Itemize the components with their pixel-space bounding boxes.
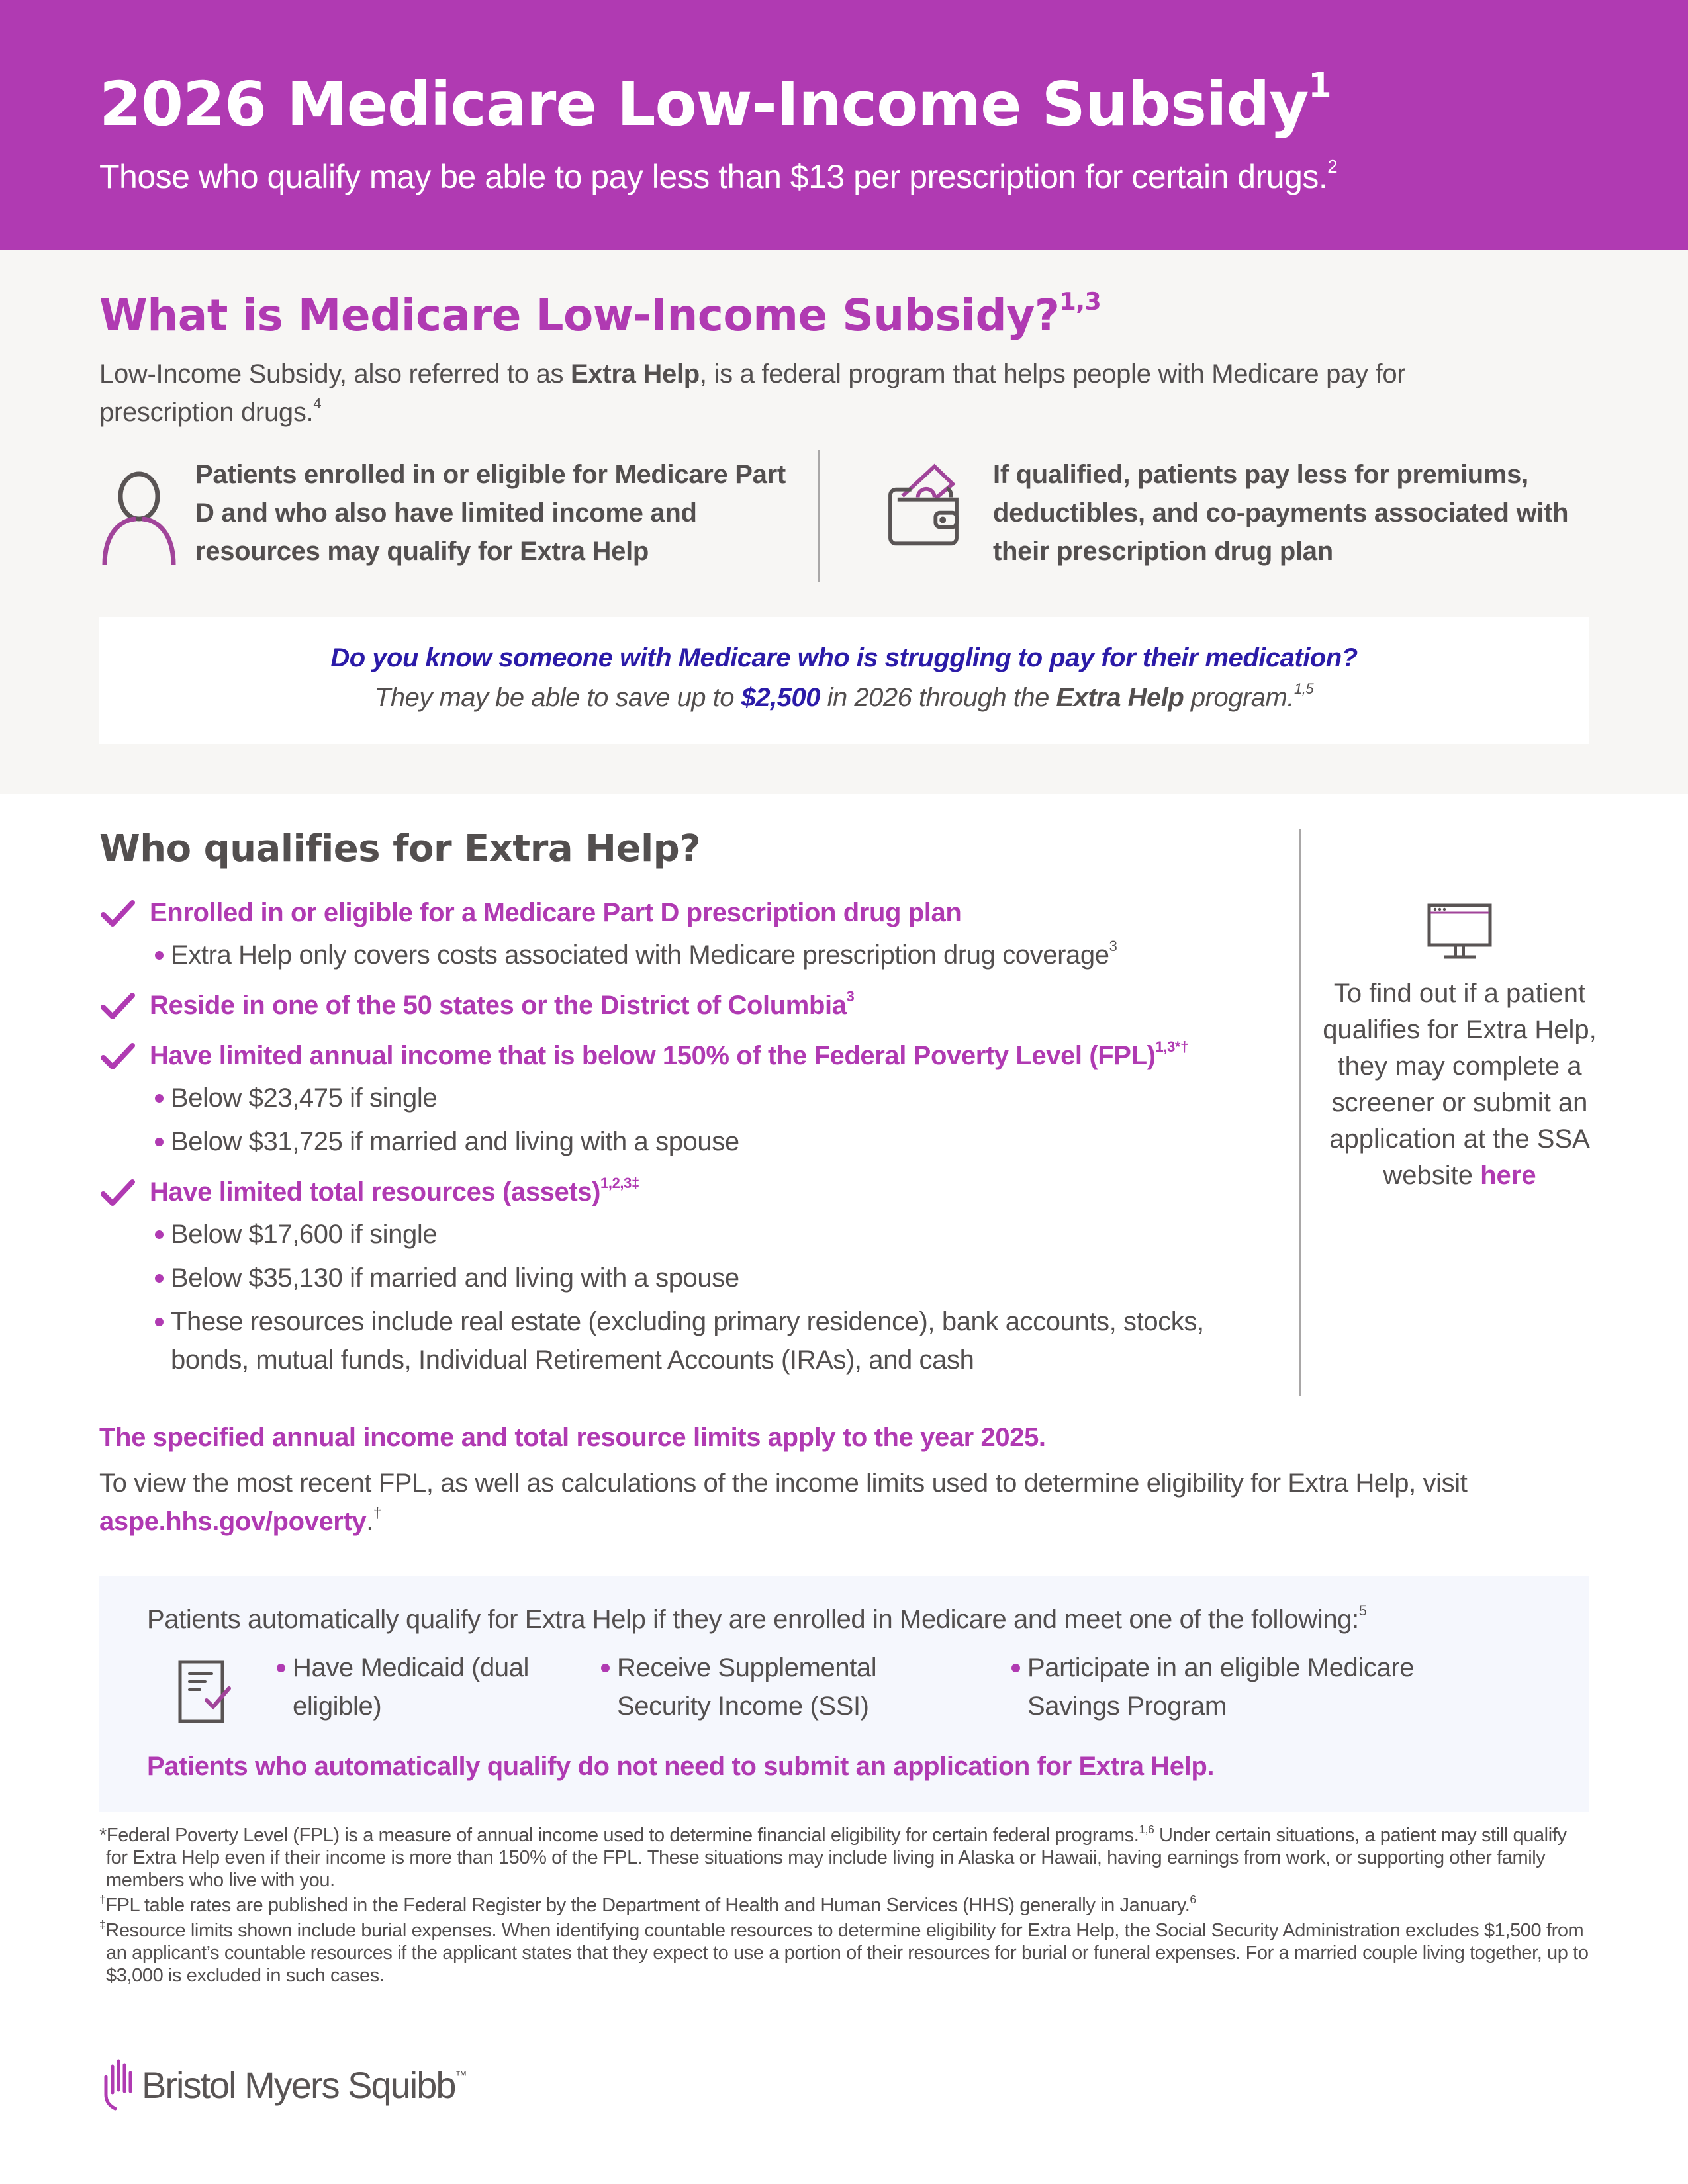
feature-eligibility-text: Patients enrolled in or eligible for Medicare Part D and who also have limited income and resources may qualify for Extra Help (195, 460, 786, 566)
criterion-sub-item: Extra Help only covers costs associated with Medicare prescription drug coverage$^3$ (150, 936, 1278, 974)
header-banner (0, 0, 1688, 250)
check-icon (99, 899, 136, 928)
feature-eligibility (99, 455, 794, 588)
bms-wordmark: Bristol Myers Squibb™ (142, 2064, 467, 2106)
auto-options (271, 1649, 1569, 1725)
criterion-part-d: Enrolled in or eligible for a Medicare Part D prescription drug plan Extra Help only covers costs associated with Medicare prescription drug coverage$^3$ (99, 893, 1278, 974)
ssa-panel (1314, 829, 1605, 1396)
callout-answer: They may be able to save up to $2,500 in 2026 through the Extra Help program.$^{1,5}$ (374, 680, 1314, 712)
aspe-poverty-link[interactable]: aspe.hhs.gov/poverty (99, 1507, 367, 1536)
footnotes (99, 1824, 1589, 1989)
footnote: †FPL table rates are published in the Federal Register by the Department of Health and Human Services (HHS) generally in January.$^6$ (99, 1892, 1196, 1916)
bullet-dot (155, 1318, 164, 1326)
qualify-section (0, 794, 1688, 1575)
monitor-icon (1427, 903, 1493, 962)
ssa-website-link[interactable]: here (1480, 1161, 1536, 1190)
intro-lead: Low-Income Subsidy, also referred to as Extra Help, is a federal program that helps people with Medicare pay for prescription drugs.$^4$ (99, 359, 1406, 427)
side-divider (1299, 829, 1301, 1396)
page-subtitle: Those who qualify may be able to pay less than $13 per prescription for certain drugs.$^2$ (99, 156, 1338, 195)
bullet-dot (601, 1664, 610, 1672)
bullet-dot (1011, 1664, 1020, 1672)
savings-amount: $2,500 (741, 683, 820, 712)
auto-option-ssi: Receive Supplemental Security Income (SSI) (596, 1649, 966, 1725)
criterion-sub-item: Below $31,725 if married and living with a spouse (150, 1122, 1278, 1161)
wallet-icon (874, 455, 973, 555)
feature-divider (818, 450, 820, 582)
hand-logo-icon (98, 2058, 138, 2111)
check-icon (99, 1042, 136, 1071)
qualify-heading: Who qualifies for Extra Help? (99, 827, 701, 870)
criterion-sub-item: These resources include real estate (excluding primary residence), bank accounts, stocks, bonds, mutual funds, Individual Retirement Accounts (IRAs), and cash (150, 1302, 1278, 1379)
check-icon (99, 1178, 136, 1207)
page-title: 2026 Medicare Low-Income Subsidy$^1$ (99, 66, 1331, 140)
criterion-sub-item: Below $23,475 if single (150, 1079, 1278, 1117)
bullet-dot (155, 1230, 164, 1239)
limits-note: The specified annual income and total resource limits apply to the year 2025. (99, 1423, 1046, 1452)
criteria-list (99, 893, 1278, 1379)
ssa-panel-text: To find out if a patient qualifies for Extra Help, they may complete a screener or submit an application at the SSA website here (1323, 979, 1597, 1190)
feature-savings-text: If qualified, patients pay less for premiums, deductibles, and co-payments associated with their prescription drug plan (993, 460, 1569, 566)
auto-qualify-box (99, 1576, 1589, 1812)
bullet-dot (155, 1094, 164, 1103)
bullet-dot (277, 1664, 285, 1672)
no-application-note: Patients who automatically qualify do not need to submit an application for Extra Help. (147, 1752, 1215, 1781)
auto-option-medicaid: Have Medicaid (dual eligible) (271, 1649, 556, 1725)
bullet-dot (155, 951, 164, 960)
fpl-note: To view the most recent FPL, as well as calculations of the income limits used to determine eligibility for Extra Help, visit aspe.hhs.gov/poverty.† (99, 1469, 1468, 1536)
criterion-residence: Reside in one of the 50 states or the District of Columbia$^3$ (99, 986, 1278, 1024)
footnote: ‡Resource limits shown include burial expenses. When identifying countable resources to determine eligibility for Extra Help, the Social Security Administration excludes $1,500 from an applicant’s countable resources if the applicant states that they expect to use a portion of their resources for burial or funeral expenses. For a married couple living together, up to $3,000 is excluded in such cases. (99, 1917, 1589, 1986)
criterion-income: Have limited annual income that is below 150% of the Federal Poverty Level (FPL)$^{1,3*\dagger}$ Below $23,475 if single Below $31,725 if married and living with a spouse (99, 1036, 1278, 1161)
criterion-resources: Have limited total resources (assets)$^{1,2,3\ddagger}$ Below $17,600 if single Below $35,130 if married and living with a spouse These resources include real estate (excluding primary residence), bank accounts, stocks, bonds, mutual funds, Individual Retirement Accounts (IRAs), and cash (99, 1173, 1278, 1379)
person-icon (99, 469, 179, 568)
bullet-dot (155, 1274, 164, 1283)
document-check-icon (177, 1659, 233, 1725)
auto-qualify-intro: Patients automatically qualify for Extra Help if they are enrolled in Medicare and meet one of the following:$^5$ (147, 1602, 1367, 1634)
auto-option-msp: Participate in an eligible Medicare Savings Program (1006, 1649, 1430, 1725)
intro-section (0, 250, 1688, 794)
bms-logo (98, 2058, 495, 2111)
bullet-dot (155, 1138, 164, 1146)
check-icon (99, 991, 136, 1021)
footnote: *Federal Poverty Level (FPL) is a measure of annual income used to determine financial eligibility for certain federal programs.$^{1,6}$ Under certain situations, a patient may still qualify for Extra Help even if their income is more than 150% of the FPL. These situations may include living in Alaska or Hawaii, having earnings from work, or supporting other family members who live with you. (99, 1822, 1567, 1891)
intro-heading: What is Medicare Low-Income Subsidy?$^{1,3}$ (99, 287, 1102, 341)
criterion-sub-item: Below $35,130 if married and living with a spouse (150, 1259, 1278, 1297)
feature-savings (874, 455, 1602, 588)
callout-question: Do you know someone with Medicare who is struggling to pay for their medication? (330, 643, 1358, 672)
criterion-sub-item: Below $17,600 if single (150, 1215, 1278, 1253)
savings-callout (99, 617, 1589, 744)
